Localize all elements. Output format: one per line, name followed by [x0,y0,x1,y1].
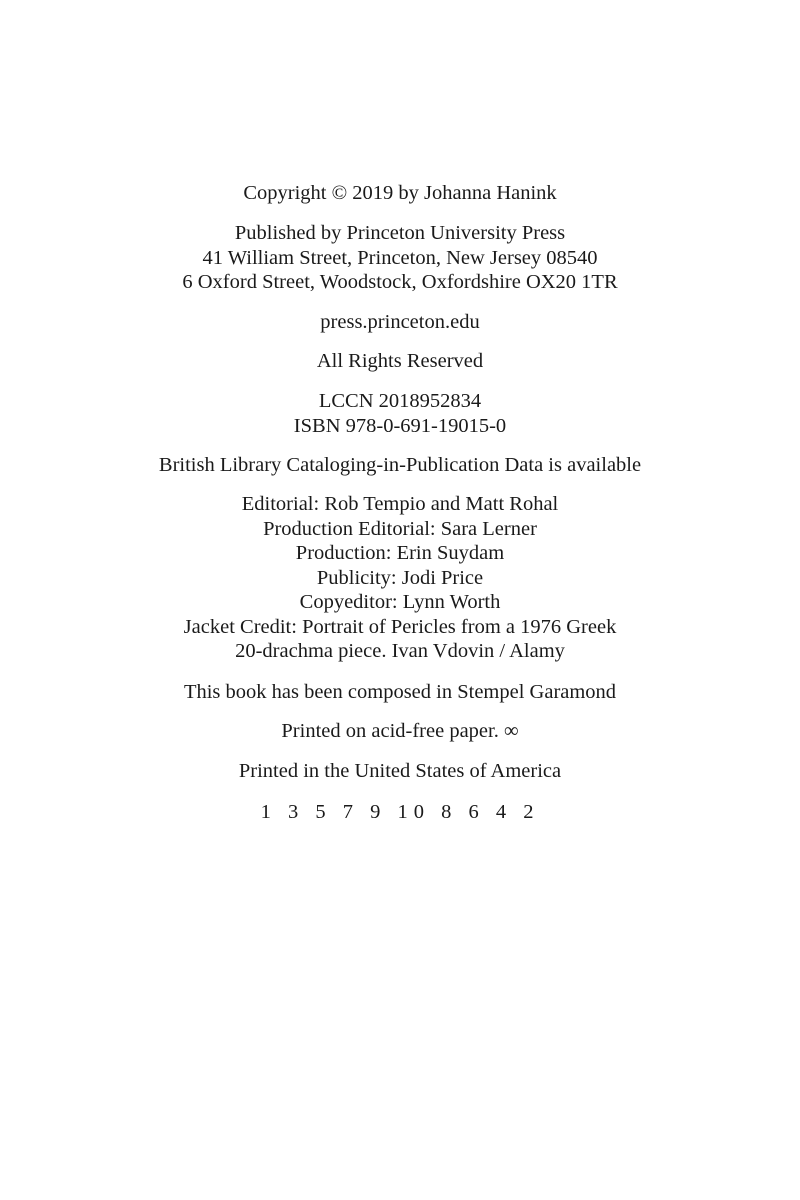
lccn: LCCN 2018952834 [318,390,482,412]
paper-block [0,719,800,744]
isbn: ISBN 978-0-691-19015-0 [293,414,507,437]
credit-line: 20-drachma piece. Ivan Vdovin / Alamy [235,640,565,662]
country-of-printing: Printed in the United States of America [238,760,562,782]
publisher-website: press.princeton.edu [320,311,480,333]
publisher-address-us: 41 William Street, Princeton, New Jersey 08540 [202,246,598,269]
cip-statement: British Library Cataloging-in-Publication Data is available [158,454,642,476]
credit-line: Production Editorial: Sara Lerner [263,517,537,540]
typeface-statement: This book has been composed in Stempel Garamond [183,681,617,703]
cip-block [0,453,800,478]
paper-statement: Printed on acid-free paper. ∞ [281,720,519,742]
credit-line: Production: Erin Suydam [295,542,505,564]
website-block [0,310,800,335]
identifiers-block [0,389,800,438]
printer-key-numbers: 1 3 5 7 9 10 8 6 4 2 [260,801,540,823]
rights-statement: All Rights Reserved [316,350,484,372]
credit-line: Jacket Credit: Portrait of Pericles from a 1976 Greek [183,615,617,638]
publisher-address-uk: 6 Oxford Street, Woodstock, Oxfordshire OX20 1TR [182,271,618,293]
credit-line: Publicity: Jodi Price [316,566,484,589]
credit-line: Editorial: Rob Tempio and Matt Rohal [241,493,559,515]
rights-block [0,349,800,374]
publisher-name: Published by Princeton University Press [234,222,566,244]
printing-line-block [0,800,800,825]
publisher-block [0,221,800,295]
copyright-notice: Copyright © 2019 by Johanna Hanink [243,182,557,204]
copyright-notice-block [0,181,800,206]
credits-block [0,492,800,664]
typeface-block [0,680,800,705]
credit-line: Copyeditor: Lynn Worth [299,591,501,613]
country-block [0,759,800,784]
